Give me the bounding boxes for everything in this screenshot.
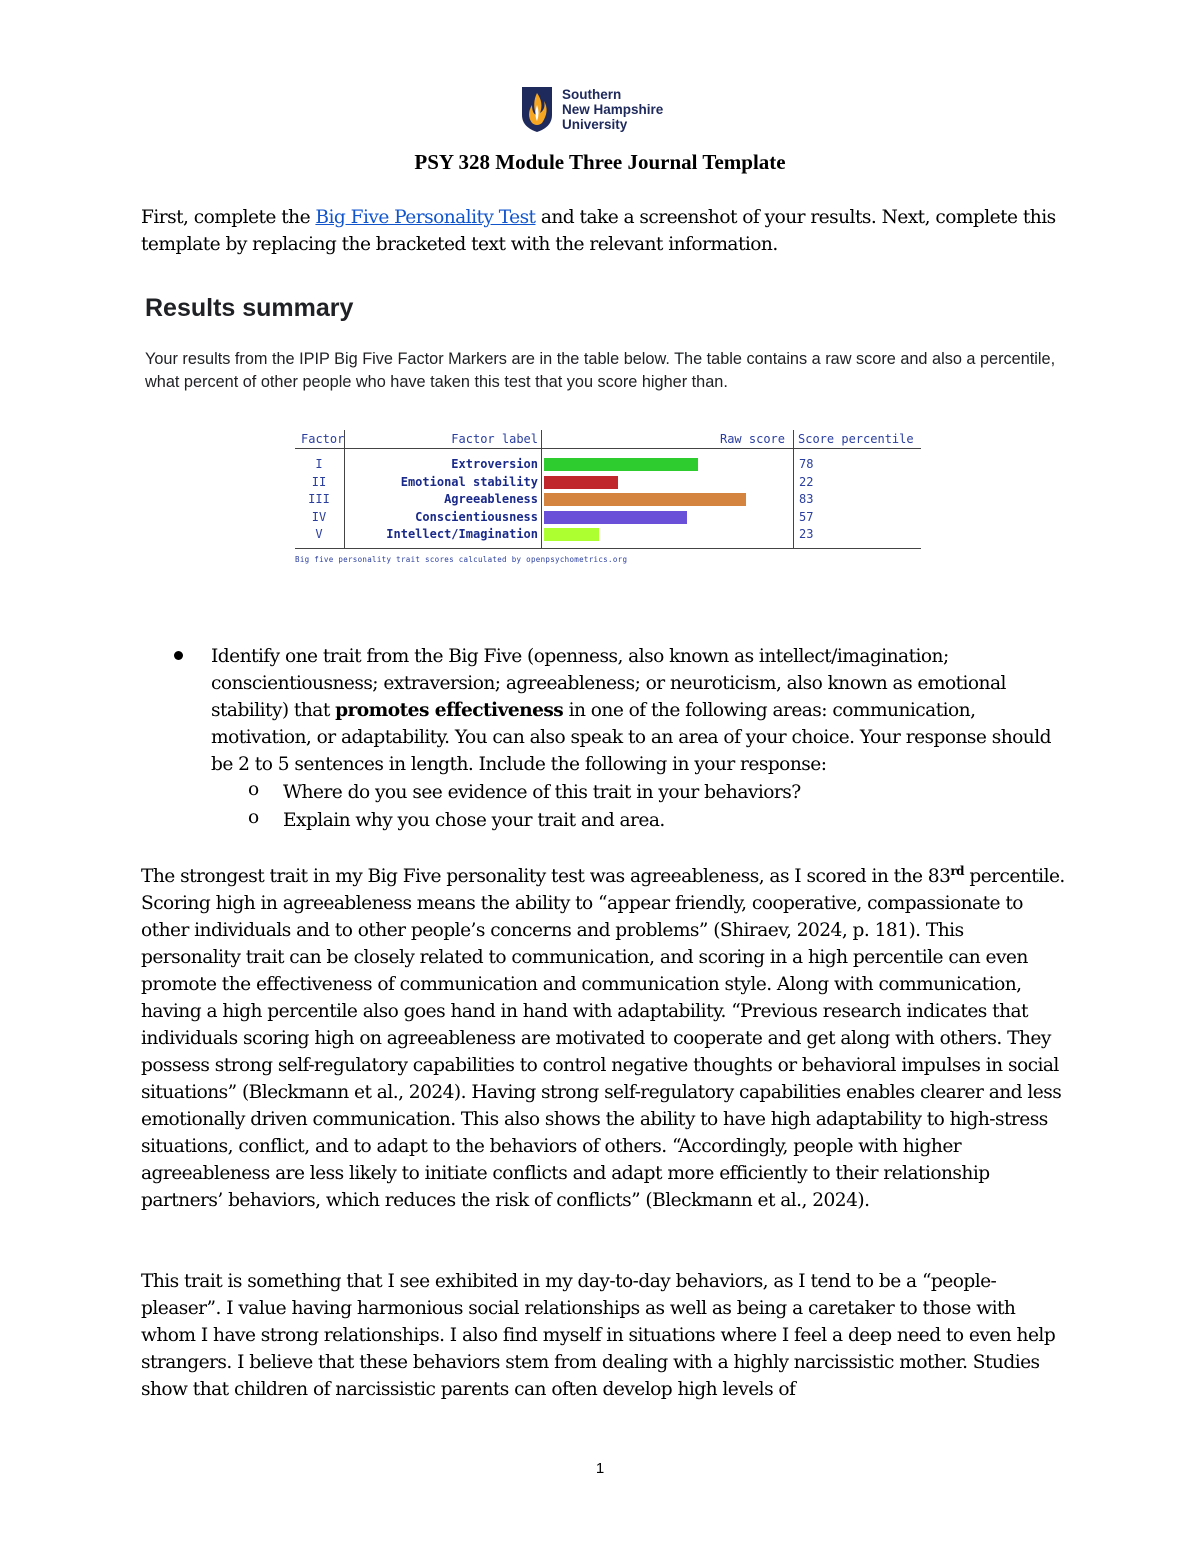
results-description: Your results from the IPIP Big Five Factor Markers are in the table below. The table contains a raw score and also a percentile, what percent of other people who have taken this test that you score higher than. <box>145 350 1056 391</box>
factor-label: Emotional stability <box>400 474 538 489</box>
factor-number: III <box>308 492 330 506</box>
factor-label: Agreeableness <box>444 492 538 506</box>
header-divider <box>295 448 921 449</box>
table-row <box>295 491 921 508</box>
table-row <box>295 509 921 526</box>
intro-text-before: First, complete the <box>141 207 316 228</box>
table-bottom-line <box>295 548 921 549</box>
intro-paragraph <box>141 204 1061 258</box>
results-heading: Results summary <box>145 294 354 322</box>
big-five-test-link[interactable]: Big Five Personality Test <box>315 207 536 228</box>
prompt-text-1: Identify one trait from the Big Five (openness, also known as intellect/imagination; conscientiousness; extraversion; agreeableness; or neuroticism, also known as emotional stability) that <box>211 646 1006 721</box>
score-percentile: 83 <box>799 492 814 506</box>
score-percentile: 23 <box>799 527 814 541</box>
results-screenshot <box>145 290 1065 580</box>
factor-label: Intellect/Imagination <box>386 527 538 541</box>
snhu-logo <box>520 84 690 134</box>
document-title: PSY 328 Module Three Journal Template <box>414 150 786 174</box>
factor-label: Conscientiousness <box>415 509 538 524</box>
intro-text-after: and take a screenshot of your results. Next, complete this template by replacing the bracketed text with the relevant information. <box>141 207 1056 255</box>
raw-score-bar <box>544 458 698 471</box>
sub-bullet-marker: o <box>248 807 260 828</box>
raw-score-bar <box>544 528 599 541</box>
factor-number: IV <box>311 509 327 524</box>
table-row <box>295 456 921 473</box>
prompt-bullet <box>211 643 1071 778</box>
score-percentile: 78 <box>799 457 814 471</box>
logo-line-2: New Hampshire <box>562 101 664 117</box>
para1-text-after: percentile. Scoring high in agreeableness means the ability to “appear friendly, cooperative, compassionate to other individuals and to other people’s concerns and problems” (Shiraev, 2024, p. 181). This personality trait can be closely related to communication, and scoring in a high percentile can even promote the effectiveness of communication and communication style. Along with communication, having a high percentile also goes hand in hand with adaptability. “Previous research indicates that individuals scoring high on agreeableness are motivated to cooperate and get along with others. They possess strong self-regulatory capabilities to control negative thoughts or behavioral impulses in social situations” (Bleckmann et al., 2024). Having strong self-regulatory capabilities enables clearer and less emotionally driven communication. This also shows the ability to have high adaptability to high-stress situations, conflict, and to adapt to the behaviors of others. “Accordingly, people with higher agreeableness are less likely to initiate conflicts and adapt more efficiently to their relationship partners’ behaviors, which reduces the risk of conflicts” (Bleckmann et al., 2024). <box>141 866 1065 1211</box>
logo-line-1: Southern <box>562 86 622 102</box>
logo-wordmark <box>562 87 663 132</box>
flame-shield-icon <box>520 85 554 133</box>
sub-bullet-marker: o <box>248 779 260 800</box>
raw-score-bar <box>544 511 687 524</box>
bullet-icon <box>174 651 183 660</box>
factor-number: II <box>311 474 327 489</box>
page-number: 1 <box>595 1460 605 1477</box>
prompt-bold-text: promotes effectiveness <box>335 700 564 721</box>
table-row <box>295 474 921 491</box>
factor-label: Extroversion <box>451 457 538 471</box>
header-factor: Factor <box>301 432 345 446</box>
factor-number: V <box>315 527 323 541</box>
response-paragraph-2: This trait is something that I see exhibited in my day-to-day behaviors, as I tend to be a “people-pleaser”. I value having harmonious social relationships as well as being a caretaker to those with whom I have strong relationships. I also find myself in situations where I feel a deep need to even help strangers. I believe that these behaviors stem from dealing with a highly narcissistic mother. Studies show that children of narcissistic parents can often develop high levels of <box>141 1271 1056 1400</box>
header-raw-score: Raw score <box>719 432 785 446</box>
results-caption: Big five personality trait scores calculated by openpsychometrics.org <box>295 555 628 564</box>
score-percentile: 57 <box>799 509 814 524</box>
trait-score-table <box>295 430 921 548</box>
sub-bullet-evidence: Where do you see evidence of this trait in your behaviors? <box>283 782 801 803</box>
para1-text-before: The strongest trait in my Big Five personality test was agreeableness, as I scored in the 83 <box>141 866 951 887</box>
logo-line-3: University <box>562 116 628 132</box>
score-percentile: 22 <box>799 474 814 489</box>
raw-score-bar <box>544 493 746 506</box>
header-score-percentile: Score percentile <box>798 432 914 446</box>
factor-number: I <box>315 457 323 471</box>
table-row <box>295 526 921 543</box>
response-paragraph-1 <box>141 863 1066 1214</box>
prompt-text-2: in one of the following areas: communication, motivation, or adaptability. You can also speak to an area of your choice. Your response should be 2 to 5 sentences in length. Include the following in your response: <box>211 700 1051 775</box>
header-factor-label: Factor label <box>451 432 538 446</box>
sub-bullet-explain: Explain why you chose your trait and area. <box>283 810 665 831</box>
raw-score-bar <box>544 476 618 489</box>
ordinal-superscript: rd <box>950 863 964 878</box>
